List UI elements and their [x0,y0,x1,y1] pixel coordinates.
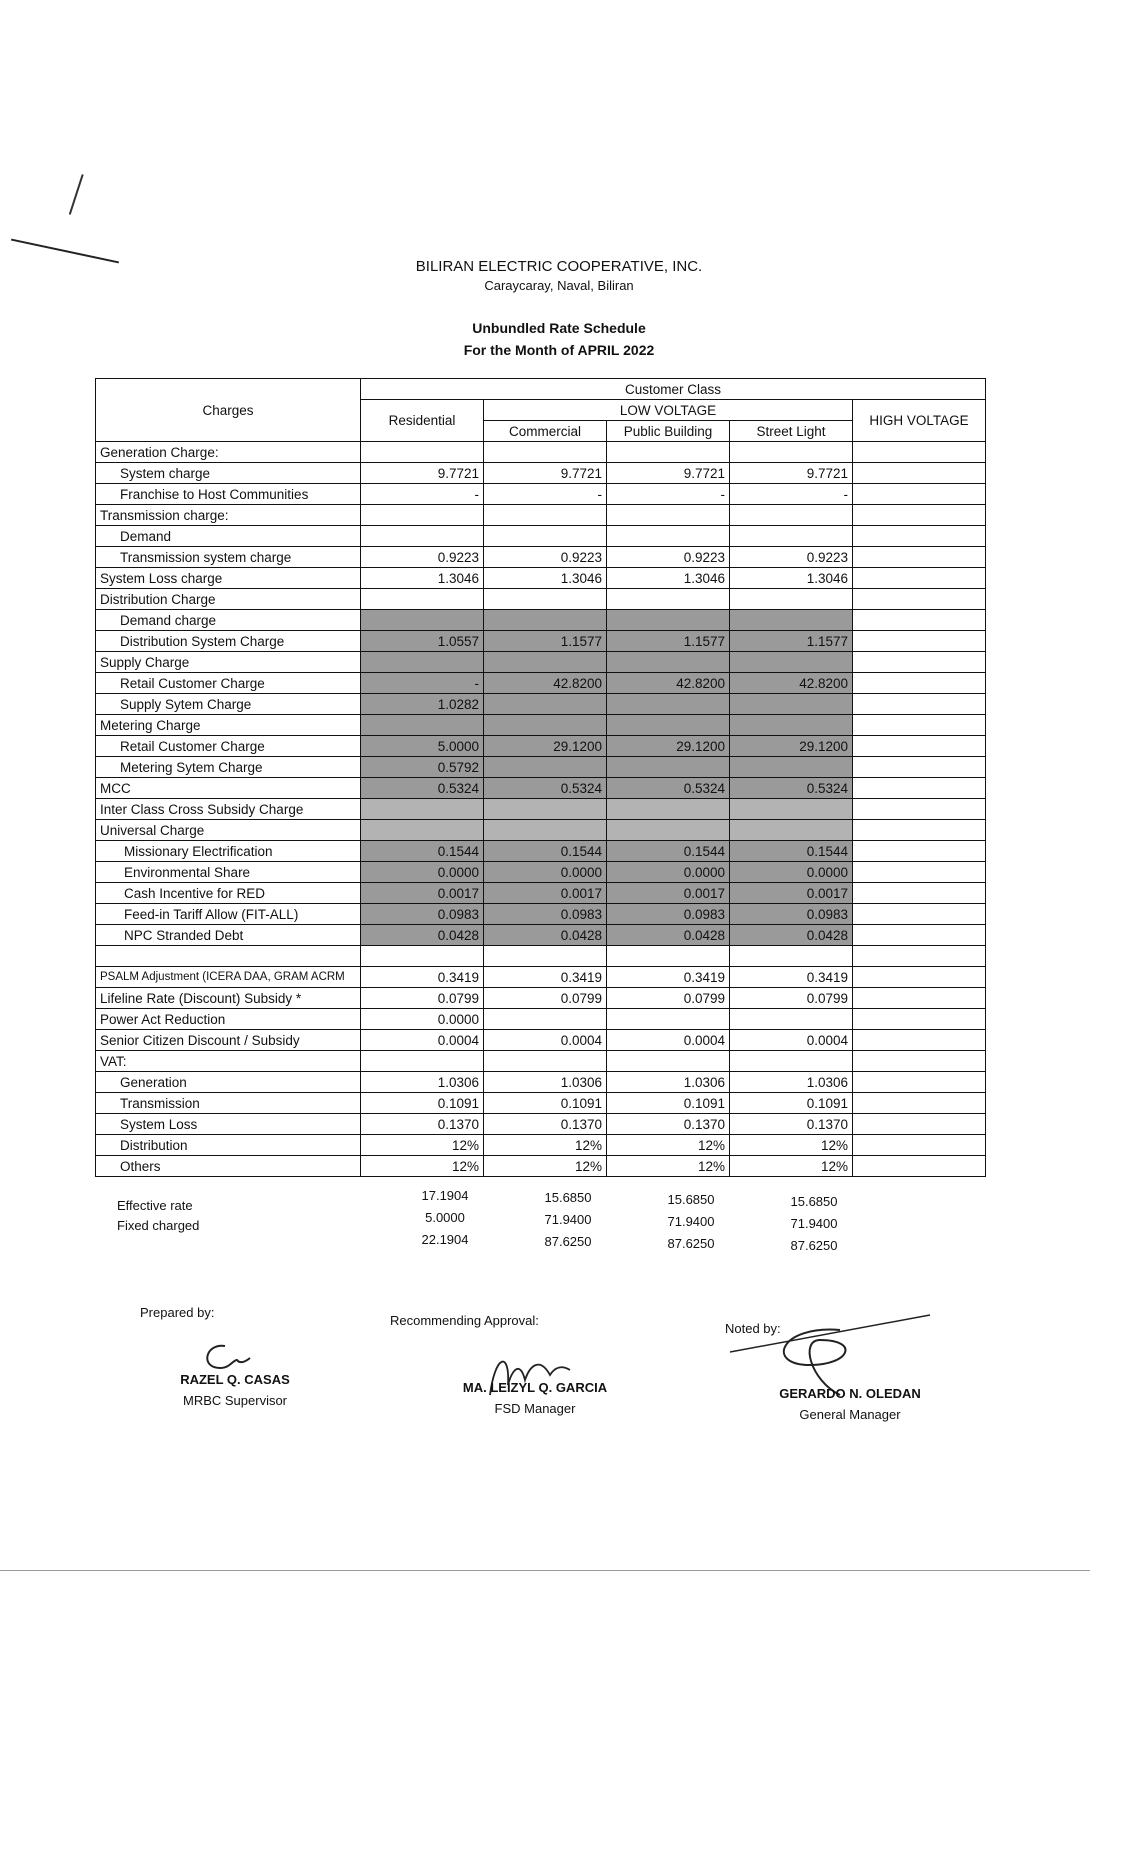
row-value [853,568,986,589]
row-value: 0.0428 [361,925,484,946]
row-label: Generation Charge: [96,442,361,463]
effective-street-light: 15.6850 [790,1194,838,1209]
row-value: - [607,484,730,505]
row-value: 0.0017 [730,883,853,904]
row-value: 9.7721 [484,463,607,484]
row-value [484,757,607,778]
rate-table [95,378,986,1177]
row-value: 0.1544 [484,841,607,862]
row-label: Generation [96,1072,361,1093]
row-value: 1.0306 [361,1072,484,1093]
row-value: 0.0428 [730,925,853,946]
row-value [607,442,730,463]
table-row [96,526,986,547]
row-value [361,505,484,526]
row-value: 0.0000 [730,862,853,883]
row-value: 0.0000 [607,862,730,883]
row-value: 0.1370 [607,1114,730,1135]
row-value: 1.0557 [361,631,484,652]
row-value [853,757,986,778]
row-value: 0.0004 [361,1030,484,1051]
row-value [853,799,986,820]
recommending-name: MA. LEIZYL Q. GARCIA [462,1380,608,1395]
row-value [853,988,986,1009]
row-value: 0.0017 [607,883,730,904]
row-value [730,505,853,526]
row-value: 0.1370 [730,1114,853,1135]
row-label: Distribution Charge [96,589,361,610]
row-value: 12% [484,1156,607,1177]
row-value: 0.0017 [361,883,484,904]
table-row [96,1072,986,1093]
table-row [96,547,986,568]
row-value [607,799,730,820]
row-value [853,1093,986,1114]
row-value [853,1135,986,1156]
table-row [96,1051,986,1072]
row-value: 0.3419 [607,967,730,988]
row-label: Retail Customer Charge [96,736,361,757]
row-value: 12% [730,1135,853,1156]
fixed-residential: 5.0000 [425,1210,465,1225]
row-value: 0.0983 [361,904,484,925]
row-value: 0.0000 [484,862,607,883]
total-residential: 22.1904 [421,1232,469,1247]
row-value: 0.1370 [361,1114,484,1135]
row-value [853,862,986,883]
table-row [96,1114,986,1135]
col-high-voltage: HIGH VOLTAGE [853,400,986,442]
row-value [853,652,986,673]
row-value: 0.1544 [730,841,853,862]
row-value [484,652,607,673]
doc-title: Unbundled Rate Schedule [472,320,646,336]
table-row [96,442,986,463]
row-value [484,1051,607,1072]
row-value [607,505,730,526]
row-value: 9.7721 [730,463,853,484]
row-value [853,1072,986,1093]
table-row [96,904,986,925]
row-value [484,946,607,967]
row-value [484,589,607,610]
row-value: 0.1091 [484,1093,607,1114]
row-value: 1.3046 [361,568,484,589]
row-label: Power Act Reduction [96,1009,361,1030]
row-value [853,778,986,799]
row-value [853,463,986,484]
table-row [96,589,986,610]
row-value [853,631,986,652]
row-label: Distribution [96,1135,361,1156]
row-value [484,526,607,547]
row-value: 0.5324 [730,778,853,799]
table-row [96,463,986,484]
table-row [96,862,986,883]
row-label: Metering Charge [96,715,361,736]
row-value [607,757,730,778]
row-value [361,799,484,820]
row-label [96,946,361,967]
prepared-title: MRBC Supervisor [182,1393,288,1408]
row-value [853,1009,986,1030]
row-value: 1.0306 [484,1072,607,1093]
row-value [853,841,986,862]
total-street-light: 87.6250 [790,1238,838,1253]
row-label: Demand [96,526,361,547]
row-value [853,820,986,841]
noted-title: General Manager [799,1407,901,1422]
prepared-label: Prepared by: [140,1305,215,1320]
row-value: 0.0004 [607,1030,730,1051]
col-residential: Residential [361,400,484,442]
row-value: 0.1544 [361,841,484,862]
col-commercial: Commercial [484,421,607,442]
row-value: 0.9223 [484,547,607,568]
row-label: Distribution System Charge [96,631,361,652]
table-row [96,673,986,694]
row-value [730,694,853,715]
row-value: - [361,673,484,694]
row-label: Transmission [96,1093,361,1114]
row-value [730,610,853,631]
row-value [853,967,986,988]
row-value [730,526,853,547]
effective-public-building: 15.6850 [667,1192,715,1207]
table-row [96,505,986,526]
table-row [96,946,986,967]
row-value [730,715,853,736]
row-value: 0.1091 [607,1093,730,1114]
table-row [96,484,986,505]
row-label: Retail Customer Charge [96,673,361,694]
row-value: 0.9223 [361,547,484,568]
row-value: 0.5792 [361,757,484,778]
row-value [361,1051,484,1072]
row-value: 0.0000 [361,862,484,883]
row-value: 12% [730,1156,853,1177]
row-value: 0.9223 [730,547,853,568]
row-value [361,820,484,841]
noted-label: Noted by: [725,1321,781,1336]
row-value [730,799,853,820]
table-row [96,1135,986,1156]
row-value [853,1030,986,1051]
row-value [607,694,730,715]
row-value [484,610,607,631]
low-voltage-header: LOW VOLTAGE [484,400,853,421]
row-value [853,904,986,925]
row-label: System charge [96,463,361,484]
noted-name: GERARDO N. OLEDAN [779,1386,921,1401]
fixed-charged-label: Fixed charged [117,1218,200,1233]
row-label: VAT: [96,1051,361,1072]
row-value [853,694,986,715]
row-value [361,652,484,673]
row-label: Lifeline Rate (Discount) Subsidy * [96,988,361,1009]
row-value: 1.1577 [484,631,607,652]
table-row [96,988,986,1009]
row-value [484,820,607,841]
row-value: 5.0000 [361,736,484,757]
total-public-building: 87.6250 [667,1236,715,1251]
row-value [484,715,607,736]
row-value: 0.5324 [484,778,607,799]
table-row [96,631,986,652]
row-value [361,946,484,967]
row-value: 0.0799 [361,988,484,1009]
row-value [730,589,853,610]
row-label: PSALM Adjustment (ICERA DAA, GRAM ACRM [96,967,361,988]
row-value [361,589,484,610]
row-value [853,610,986,631]
row-value [730,652,853,673]
row-label: System Loss [96,1114,361,1135]
row-value [853,505,986,526]
row-value: 1.1577 [730,631,853,652]
row-label: Supply Sytem Charge [96,694,361,715]
table-row [96,841,986,862]
row-value: 0.0983 [607,904,730,925]
org-address: Caraycaray, Naval, Biliran [484,278,634,293]
table-row [96,967,986,988]
customer-class-header: Customer Class [361,379,986,400]
row-value: 29.1200 [484,736,607,757]
charges-header: Charges [96,379,361,442]
row-value: - [484,484,607,505]
table-row [96,652,986,673]
row-label: Missionary Electrification [96,841,361,862]
table-row [96,568,986,589]
row-value: 1.0282 [361,694,484,715]
row-value [484,694,607,715]
row-value: 12% [607,1156,730,1177]
row-value: 12% [361,1135,484,1156]
row-value: 0.1091 [361,1093,484,1114]
col-street-light: Street Light [730,421,853,442]
row-value [853,946,986,967]
row-value [730,820,853,841]
total-commercial: 87.6250 [544,1234,592,1249]
table-row [96,820,986,841]
page-divider-line [0,1570,1090,1571]
row-value [853,1156,986,1177]
row-value [730,1051,853,1072]
row-value [607,526,730,547]
row-value: 29.1200 [730,736,853,757]
row-value [853,673,986,694]
row-value: 0.0799 [484,988,607,1009]
row-value: 9.7721 [607,463,730,484]
row-value [853,1051,986,1072]
table-row [96,1009,986,1030]
row-value [853,526,986,547]
row-value: 0.0000 [361,1009,484,1030]
row-value: 29.1200 [607,736,730,757]
table-row [96,1030,986,1051]
row-value [853,883,986,904]
row-value: 0.0428 [484,925,607,946]
table-row [96,757,986,778]
table-row [96,1093,986,1114]
row-value [607,652,730,673]
row-value [730,757,853,778]
row-value [853,547,986,568]
row-value: 0.3419 [484,967,607,988]
row-label: Universal Charge [96,820,361,841]
scan-mark [69,174,93,218]
recommending-label: Recommending Approval: [390,1313,539,1328]
row-label: Transmission charge: [96,505,361,526]
row-value: 0.5324 [607,778,730,799]
row-value: 0.5324 [361,778,484,799]
row-value [607,589,730,610]
row-value: 0.9223 [607,547,730,568]
row-value: - [361,484,484,505]
table-row [96,925,986,946]
row-label: Cash Incentive for RED [96,883,361,904]
row-value [853,589,986,610]
row-value: 1.0306 [607,1072,730,1093]
table-row [96,694,986,715]
org-name: BILIRAN ELECTRIC COOPERATIVE, INC. [415,258,703,275]
row-label: Senior Citizen Discount / Subsidy [96,1030,361,1051]
row-value [484,505,607,526]
row-value: 9.7721 [361,463,484,484]
row-value [853,736,986,757]
row-value [607,820,730,841]
row-value: 42.8200 [484,673,607,694]
row-value: 0.0004 [730,1030,853,1051]
row-value: 1.3046 [484,568,607,589]
row-value [853,484,986,505]
row-label: Feed-in Tariff Allow (FIT-ALL) [96,904,361,925]
row-value: 0.3419 [730,967,853,988]
row-value [361,442,484,463]
row-value: 42.8200 [607,673,730,694]
row-value: 0.0799 [730,988,853,1009]
row-value: 42.8200 [730,673,853,694]
row-label: System Loss charge [96,568,361,589]
row-value: 1.3046 [607,568,730,589]
row-value [484,799,607,820]
effective-rate-label: Effective rate [117,1198,193,1213]
table-row [96,610,986,631]
row-label: MCC [96,778,361,799]
row-value [730,1009,853,1030]
row-value [607,946,730,967]
row-value: 0.0428 [607,925,730,946]
row-value [361,610,484,631]
row-label: Others [96,1156,361,1177]
row-label: Environmental Share [96,862,361,883]
row-value: 0.0799 [607,988,730,1009]
prepared-name: RAZEL Q. CASAS [180,1372,290,1387]
row-value [484,442,607,463]
row-label: Supply Charge [96,652,361,673]
row-value [484,1009,607,1030]
row-value [607,715,730,736]
row-value [853,442,986,463]
row-value: 0.0004 [484,1030,607,1051]
row-label: Metering Sytem Charge [96,757,361,778]
table-row [96,778,986,799]
row-value [361,526,484,547]
row-value: 0.0983 [484,904,607,925]
table-row [96,736,986,757]
row-value [607,1009,730,1030]
row-value: 1.1577 [607,631,730,652]
row-value: 0.0017 [484,883,607,904]
effective-residential: 17.1904 [421,1188,469,1203]
row-value: 0.1091 [730,1093,853,1114]
row-value: - [730,484,853,505]
row-value: 12% [361,1156,484,1177]
recommending-title: FSD Manager [494,1401,576,1416]
doc-period: For the Month of APRIL 2022 [463,342,655,358]
table-row [96,1156,986,1177]
row-value [853,715,986,736]
row-value: 0.3419 [361,967,484,988]
row-value [607,610,730,631]
effective-commercial: 15.6850 [544,1190,592,1205]
row-label: NPC Stranded Debt [96,925,361,946]
row-value: 0.0983 [730,904,853,925]
row-value: 0.1544 [607,841,730,862]
row-value [607,1051,730,1072]
row-label: Inter Class Cross Subsidy Charge [96,799,361,820]
row-value: 1.3046 [730,568,853,589]
table-row [96,715,986,736]
row-value: 12% [607,1135,730,1156]
fixed-street-light: 71.9400 [790,1216,838,1231]
row-label: Demand charge [96,610,361,631]
row-value: 12% [484,1135,607,1156]
row-value [361,715,484,736]
recommending-signature [470,1345,590,1405]
fixed-public-building: 71.9400 [667,1214,715,1229]
row-value [730,946,853,967]
col-public-building: Public Building [607,421,730,442]
row-label: Franchise to Host Communities [96,484,361,505]
table-row [96,799,986,820]
row-value: 1.0306 [730,1072,853,1093]
row-value [730,442,853,463]
table-row [96,883,986,904]
row-value: 0.1370 [484,1114,607,1135]
fixed-commercial: 71.9400 [544,1212,592,1227]
row-label: Transmission system charge [96,547,361,568]
row-value [853,925,986,946]
row-value [853,1114,986,1135]
